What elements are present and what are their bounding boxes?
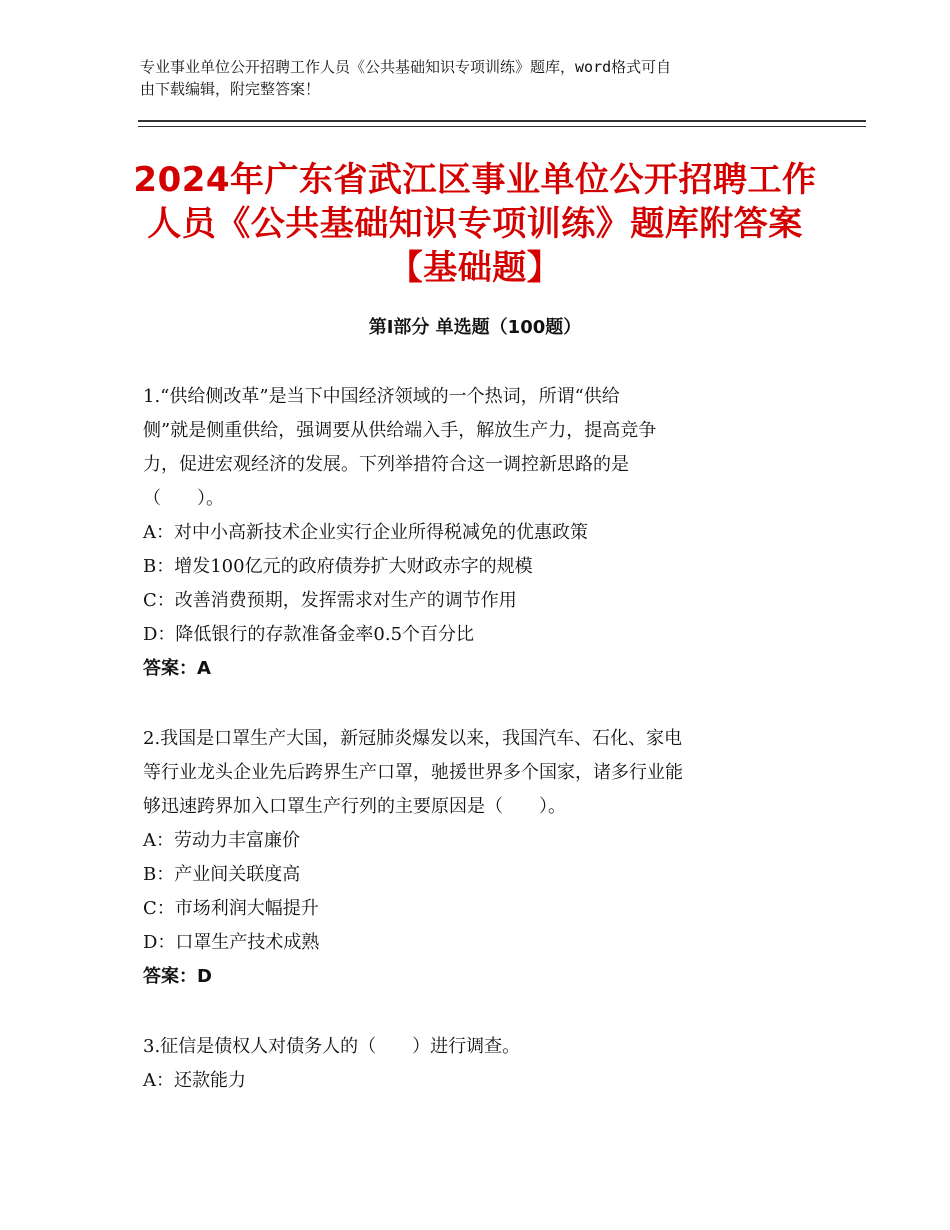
section-title: 第Ⅰ部分 单选题（100题） bbox=[368, 317, 582, 338]
document-title bbox=[60, 158, 890, 290]
header-divider bbox=[138, 120, 866, 122]
option-b: B：增发100亿元的政府债券扩大财政赤字的规模 bbox=[143, 556, 533, 577]
question-text bbox=[143, 1030, 803, 1064]
question-line: （ ）。 bbox=[143, 488, 224, 509]
title-line: 【基础题】 bbox=[388, 248, 562, 288]
title-line: 人员《公共基础知识专项训练》题库附答案 bbox=[147, 204, 803, 244]
option-a: A：还款能力 bbox=[143, 1070, 246, 1091]
question-text bbox=[143, 722, 803, 824]
question-line: 等行业龙头企业先后跨界生产口罩，驰援世界多个国家，诸多行业能 bbox=[143, 762, 683, 783]
header-note-line: 专业事业单位公开招聘工作人员《公共基础知识专项训练》题库，word格式可自 bbox=[140, 58, 672, 76]
question-line: 1.“供给侧改革”是当下中国经济领域的一个热词，所谓“供给 bbox=[143, 386, 620, 407]
header-divider bbox=[138, 126, 866, 127]
option-b: B：产业间关联度高 bbox=[143, 864, 301, 885]
question-text bbox=[143, 380, 803, 516]
answer-label: 答案：D bbox=[143, 966, 212, 987]
question-line: 侧”就是侧重供给，强调要从供给端入手，解放生产力，提高竞争 bbox=[143, 420, 657, 441]
option-a: A：对中小高新技术企业实行企业所得税减免的优惠政策 bbox=[143, 522, 588, 543]
question-line: 够迅速跨界加入口罩生产行列的主要原因是（ ）。 bbox=[143, 796, 566, 817]
option-c: C：改善消费预期，发挥需求对生产的调节作用 bbox=[143, 590, 517, 611]
question-line: 3.征信是债权人对债务人的（ ）进行调查。 bbox=[143, 1036, 521, 1057]
option-a: A：劳动力丰富廉价 bbox=[143, 830, 300, 851]
option-c: C：市场利润大幅提升 bbox=[143, 898, 319, 919]
option-d: D：降低银行的存款准备金率0.5个百分比 bbox=[143, 624, 475, 645]
title-line: 2024年广东省武江区事业单位公开招聘工作 bbox=[133, 160, 817, 200]
answer-label: 答案：A bbox=[143, 658, 211, 679]
header-note bbox=[140, 56, 820, 100]
question-line: 力，促进宏观经济的发展。下列举措符合这一调控新思路的是 bbox=[143, 454, 629, 475]
header-note-line: 由下载编辑，附完整答案！ bbox=[140, 80, 321, 98]
option-d: D：口罩生产技术成熟 bbox=[143, 932, 320, 953]
question-line: 2.我国是口罩生产大国，新冠肺炎爆发以来，我国汽车、石化、家电 bbox=[143, 728, 683, 749]
